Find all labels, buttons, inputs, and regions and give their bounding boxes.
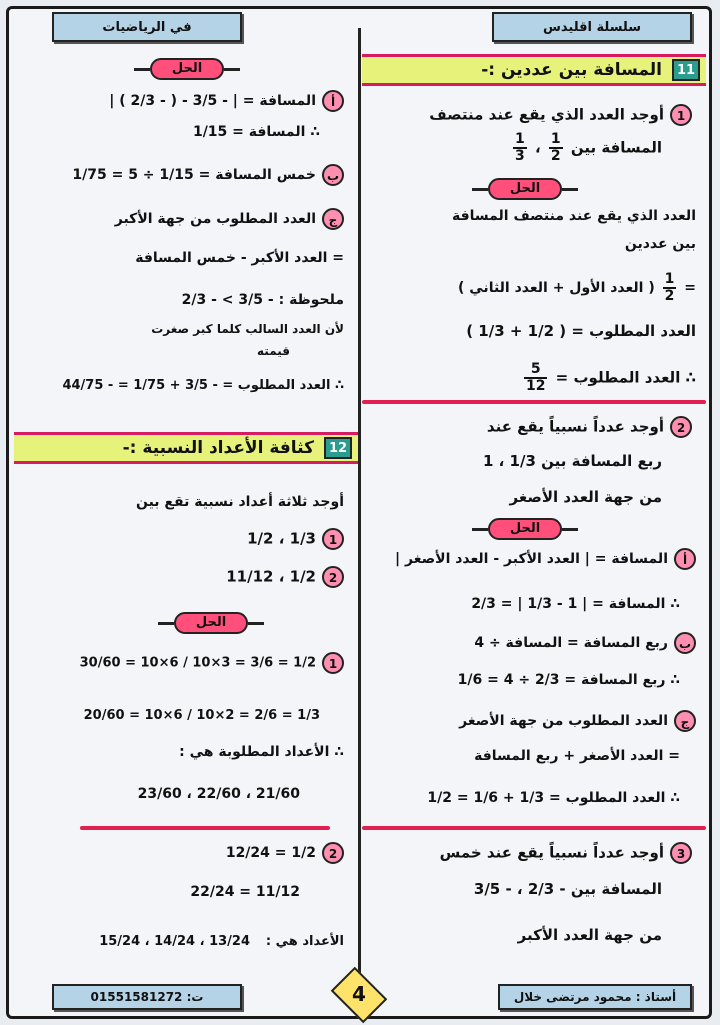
q1-number: 1	[670, 104, 692, 126]
s2-c1: جالعدد المطلوب من جهة الأصغر	[459, 710, 696, 732]
s2-b2: ∴ ربع المسافة = 2/3 ÷ 4 = 1/6	[457, 672, 680, 688]
s2-a2: ∴ المسافة = | 1 - 1/3 | = 2/3	[471, 596, 680, 612]
left-c1: جالعدد المطلوب من جهة الأكبر	[115, 208, 344, 230]
left-a1: أالمسافة = | - 3/5 - ( - 2/3 ) |	[109, 90, 344, 112]
left-s1-l3: ∴ الأعداد المطلوبة هي :	[179, 744, 344, 760]
left-c5: قيمته	[257, 344, 290, 358]
teacher-name: أستاذ : محمود مرتضى خلال	[498, 984, 692, 1010]
section-11-bar	[362, 54, 706, 86]
section-12-title: كثافة الأعداد النسبية :-	[122, 438, 314, 458]
left-c2: = العدد الأكبر - خمس المسافة	[135, 250, 344, 266]
q3-line3: من جهة العدد الأكبر	[517, 926, 662, 944]
s2-a1: أالمسافة = | العدد الأكبر - العدد الأصغر |	[395, 548, 696, 570]
left-s1-l4: 21/60 ، 22/60 ، 23/60	[137, 786, 300, 802]
solution-label-2: الحل	[488, 518, 562, 540]
left-c3: ملحوظة : - 3/5 > - 2/3	[181, 292, 344, 308]
section-12-bar	[14, 432, 358, 464]
phone-number: ت: 01551581272	[52, 984, 242, 1010]
section-11-number: 11	[672, 59, 700, 81]
series-title: سلسلة اقليدس	[492, 12, 692, 42]
q2-number: 2	[670, 416, 692, 438]
section-11-title: المسافة بين عددين :-	[481, 60, 662, 80]
q2-line3: من جهة العدد الأصغر	[509, 488, 662, 506]
s2-c3: ∴ العدد المطلوب = 1/3 + 1/6 = 1/2	[427, 790, 680, 806]
q1-frac1: $\frac{1}{2}$	[550, 131, 561, 164]
left-s2-l4: 13/24 ، 14/24 ، 15/24	[99, 934, 250, 949]
s1-line5: ∴ العدد المطلوب = $\frac{5}{12}$	[525, 361, 696, 394]
q1-line1: 1أوجد العدد الذي يقع عند منتصف	[429, 104, 692, 126]
solution-label-1: الحل	[488, 178, 562, 200]
left-s2-l1: 21/2 = 12/24	[226, 842, 344, 864]
left-q-item2: 21/2 ، 11/12	[226, 566, 344, 588]
q3-line2: المسافة بين - 2/3 ، - 3/5	[473, 880, 662, 898]
q1-line2: المسافة بين $\frac{1}{2}$ ، $\frac{1}{3}$	[514, 131, 662, 164]
section-12-number: 12	[324, 437, 352, 459]
q2-line1: 2أوجد عدداً نسبياً يقع عند	[487, 416, 692, 438]
q3-line1: 3أوجد عدداً نسبياً يقع عند خمس	[440, 842, 692, 864]
q2-line2: ربع المسافة بين 1/3 ، 1	[482, 452, 662, 470]
s2-b1: بربع المسافة = المسافة ÷ 4	[474, 632, 696, 654]
left-s1-l1: 11/2 = 3/6 = 3×10 / 6×10 = 30/60	[80, 652, 344, 674]
left-q-item1: 11/3 ، 1/2	[247, 528, 344, 550]
left-a2: ∴ المسافة = 1/15	[192, 124, 320, 140]
divider-q2	[362, 400, 706, 404]
solution-label-left-1: الحل	[150, 58, 224, 80]
s1-line2: بين عددين	[624, 236, 696, 252]
s1-line3: = $\frac{1}{2}$ ( العدد الأول + العدد الثاني )	[458, 271, 696, 304]
left-b1: بخمس المسافة = 1/15 ÷ 5 = 1/75	[72, 164, 344, 186]
left-c4: لأن العدد السالب كلما كبر صغرت	[151, 322, 344, 336]
column-divider	[358, 28, 361, 983]
q3-number: 3	[670, 842, 692, 864]
left-s2-l2: 11/12 = 22/24	[190, 884, 300, 900]
subject-title: في الرياضيات	[52, 12, 242, 42]
q1-frac2: $\frac{1}{3}$	[514, 131, 525, 164]
left-s2-l3: الأعداد هي :	[265, 934, 344, 949]
s2-c2: = العدد الأصغر + ربع المسافة	[474, 748, 680, 764]
s1-line1: العدد الذي يقع عند منتصف المسافة	[451, 208, 696, 224]
solution-label-left-2: الحل	[174, 612, 248, 634]
divider-q3	[362, 826, 706, 830]
divider-left	[80, 826, 330, 830]
left-c6: ∴ العدد المطلوب = - 3/5 + 1/75 = - 44/75	[62, 378, 344, 393]
left-s1-l2: 1/3 = 2/6 = 2×10 / 6×10 = 20/60	[83, 708, 320, 723]
s1-line4: العدد المطلوب = ( 1/2 + 1/3 )	[466, 322, 696, 340]
page-number: 4	[352, 982, 366, 1006]
left-q-line1: أوجد ثلاثة أعداد نسبية تقع بين	[135, 494, 344, 510]
